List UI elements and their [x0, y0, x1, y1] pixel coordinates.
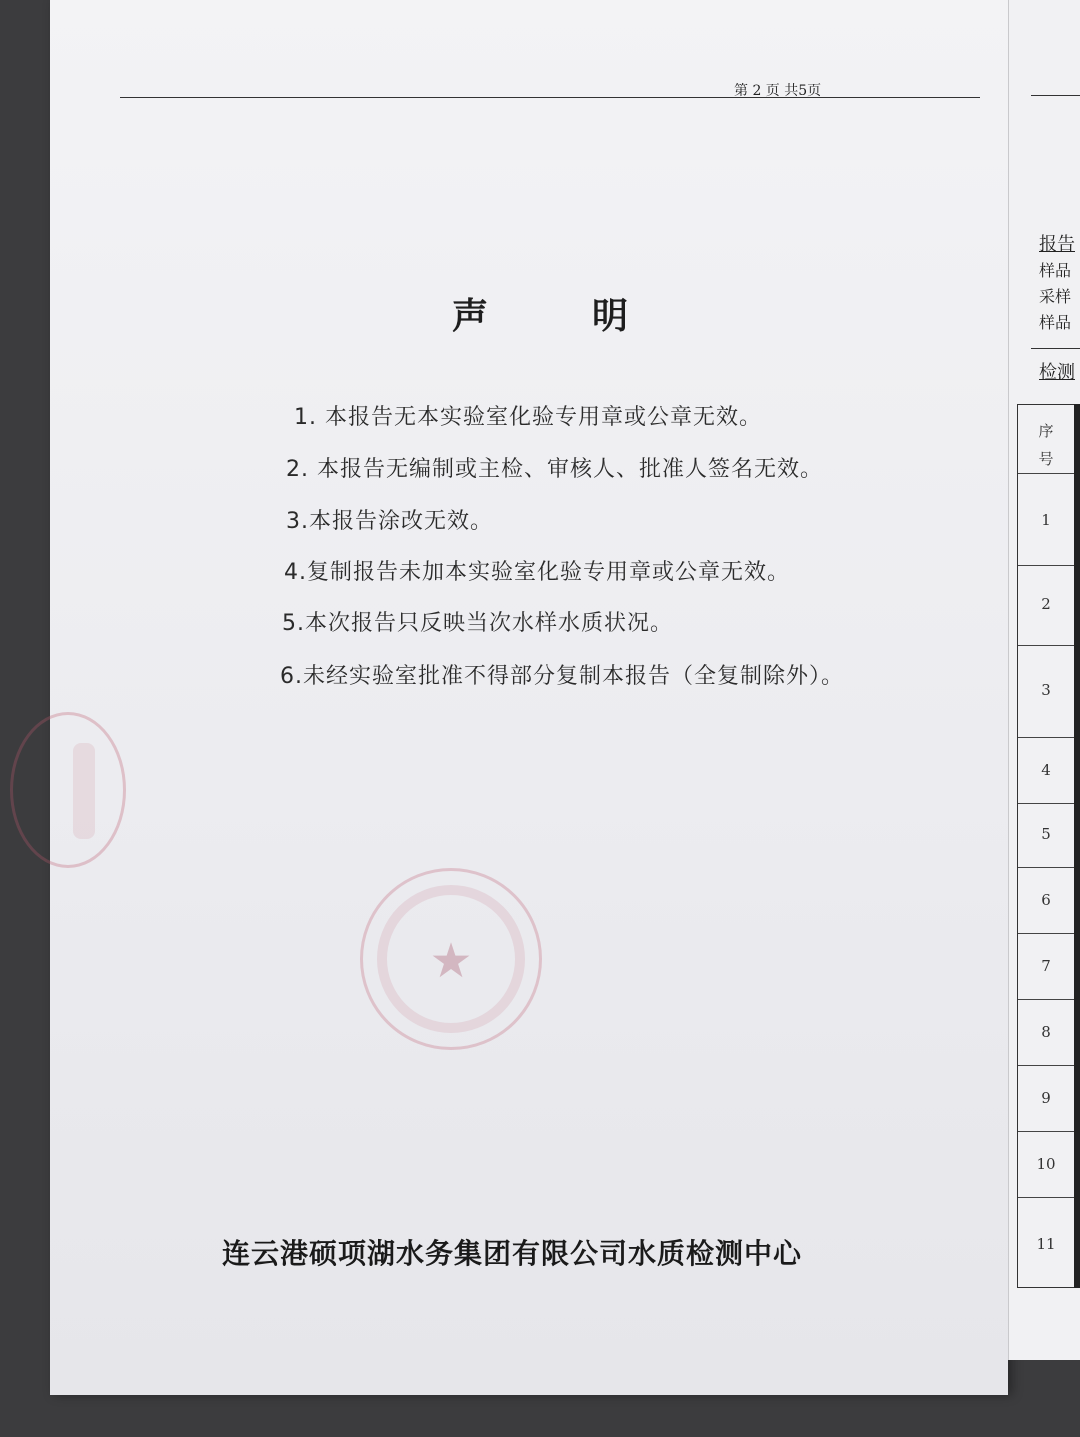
statement-3: 3.本报告涂改无效。 — [286, 509, 493, 534]
title-char-2: 明 — [592, 296, 629, 337]
adjacent-divider — [1031, 348, 1080, 349]
adjacent-heading-1: 报告 — [1039, 234, 1075, 255]
seal-star-icon: ★ — [429, 933, 473, 989]
organization-name: 连云港硕项湖水务集团有限公司水质检测中心 — [222, 1237, 803, 1270]
adjacent-heading-2: 检测 — [1039, 362, 1075, 383]
statement-5: 5.本次报告只反映当次水样水质状况。 — [282, 611, 673, 636]
table-row — [1018, 1065, 1080, 1066]
table-row — [1018, 473, 1080, 474]
official-seal-stamp — [360, 868, 542, 1050]
adjacent-table — [1017, 404, 1080, 1288]
page-number: 第 2 页 共5页 — [734, 83, 822, 99]
statement-4: 4.复制报告未加本实验室化验专用章或公章无效。 — [284, 560, 790, 585]
adjacent-table-edge — [1074, 404, 1080, 1288]
table-row — [1018, 737, 1080, 738]
row-index: 5 — [1041, 825, 1051, 843]
table-row — [1018, 999, 1080, 1000]
table-row — [1018, 867, 1080, 868]
adjacent-header-rule — [1031, 95, 1080, 96]
header-rule — [120, 97, 980, 98]
title-char-1: 声 — [452, 296, 489, 337]
adjacent-line-2: 采样 — [1039, 287, 1072, 306]
row-index: 4 — [1041, 761, 1051, 779]
row-index: 7 — [1041, 957, 1051, 975]
adjacent-line-3: 样品 — [1039, 313, 1072, 332]
row-index: 9 — [1041, 1089, 1051, 1107]
row-index: 11 — [1036, 1235, 1056, 1253]
table-row — [1018, 1197, 1080, 1198]
row-index: 8 — [1041, 1023, 1051, 1041]
adjacent-page — [1008, 0, 1080, 1360]
table-row — [1018, 645, 1080, 646]
partial-seal-stamp — [10, 712, 126, 868]
table-header-text: 序号 — [1038, 422, 1054, 468]
table-header-index — [1018, 417, 1074, 473]
row-index: 1 — [1041, 511, 1051, 529]
row-index: 3 — [1041, 681, 1051, 699]
document-page — [50, 0, 1008, 1395]
row-index: 6 — [1041, 891, 1051, 909]
table-row — [1018, 933, 1080, 934]
table-row — [1018, 565, 1080, 566]
row-index: 2 — [1041, 595, 1051, 613]
table-row — [1018, 1131, 1080, 1132]
row-index: 10 — [1036, 1155, 1056, 1173]
table-row — [1018, 803, 1080, 804]
statement-2: 2. 本报告无编制或主检、审核人、批准人签名无效。 — [286, 457, 823, 482]
statement-1: 1. 本报告无本实验室化验专用章或公章无效。 — [294, 405, 762, 430]
adjacent-line-1: 样品 — [1039, 261, 1072, 280]
statement-6: 6.未经实验室批准不得部分复制本报告（全复制除外）。 — [280, 664, 844, 689]
